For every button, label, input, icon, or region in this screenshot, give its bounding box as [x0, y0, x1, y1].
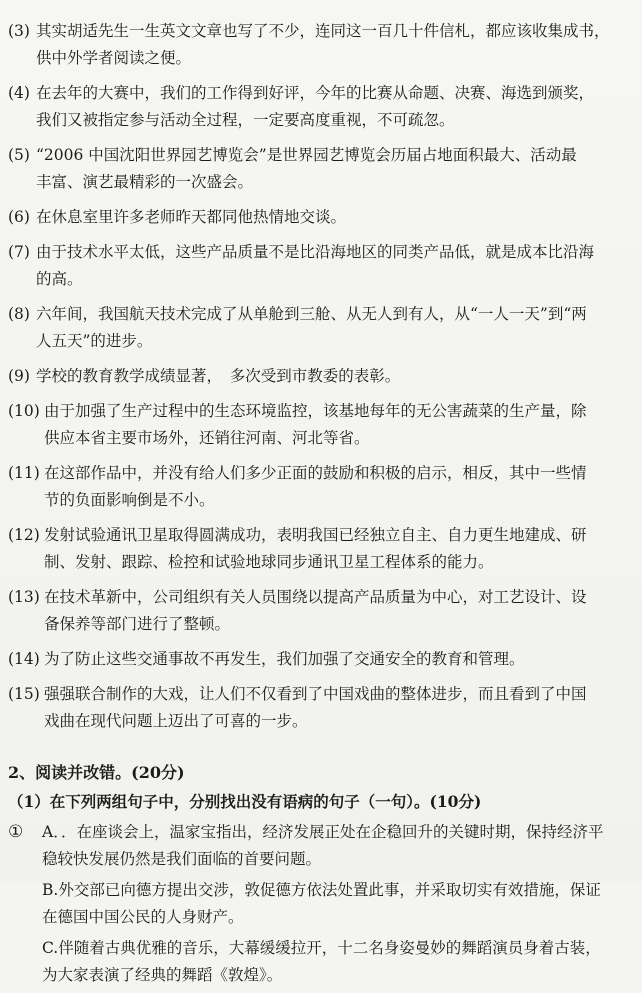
item-line: 供中外学者阅读之便。	[36, 49, 192, 67]
option-line: 为大家表演了经典的舞蹈《敦煌》。	[42, 966, 283, 984]
item-line: 我们又被指定参与活动全过程，一定要高度重视，不可疏忽。	[36, 111, 455, 129]
item-line: 节的负面影响倒是不小。	[44, 491, 215, 509]
option-line: 在德国中国公民的人身财产。	[42, 908, 244, 926]
item-line: 其实胡适先生一生英文文章也写了不少，连同这一百几十件信札，都应该收集成书，	[36, 22, 610, 40]
item-number: (3)	[8, 22, 30, 40]
item-line: 在去年的大赛中，我们的工作得到好评，今年的比赛从命题、决赛、海选到颁奖，	[36, 84, 595, 102]
question-group-1	[8, 819, 636, 989]
sentence-item-14	[8, 646, 636, 673]
item-line: 戏曲在现代问题上迈出了可喜的一步。	[44, 712, 308, 730]
circled-number: ①	[8, 822, 24, 842]
sentence-item-13	[8, 584, 636, 638]
item-line: 发射试验通讯卫星取得圆满成功，表明我国已经独立自主、自力更生地建成、研	[44, 526, 587, 544]
sentence-item-8	[8, 301, 636, 355]
subsection-1-title: （1）在下列两组句子中，分别找出没有语病的句子（一句）。(10分)	[8, 792, 482, 811]
item-line: 在休息室里许多老师昨天都同他热情地交谈。	[36, 208, 347, 226]
item-number: (15)	[8, 685, 40, 703]
item-number: (12)	[8, 526, 40, 544]
item-number: (5)	[8, 146, 30, 164]
option-line: 稳较快发展仍然是我们面临的首要问题。	[42, 850, 322, 868]
item-number: (6)	[8, 208, 30, 226]
sentence-item-12	[8, 522, 636, 576]
item-line: 人五天”的进步。	[36, 332, 153, 350]
item-number: (11)	[8, 464, 40, 482]
item-line: 六年间，我国航天技术完成了从单舱到三舱、从无人到有人，从“一人一天”到“两	[36, 305, 587, 323]
section-2-title: 2、阅读并改错。(20分)	[8, 763, 185, 782]
item-number: (10)	[8, 402, 40, 420]
option-line: A．．在座谈会上，温家宝指出，经济发展正处在企稳回升的关键时期，保持经济平	[42, 823, 604, 841]
item-number: (14)	[8, 650, 40, 668]
sentence-item-5	[8, 142, 636, 196]
option-a	[42, 819, 636, 873]
item-line: “2006 中国沈阳世界园艺博览会”是世界园艺博览会历届占地面积最大、活动最	[36, 146, 577, 164]
item-number: (13)	[8, 588, 40, 606]
sentence-item-7	[8, 239, 636, 293]
sentence-item-15	[8, 681, 636, 735]
item-line: 供应本省主要市场外，还销往河南、河北等省。	[44, 429, 370, 447]
item-line: 由于技术水平太低，这些产品质量不是比沿海地区的同类产品低，就是成本比沿海	[36, 243, 595, 261]
item-line: 学校的教育教学成绩显著， 多次受到市教委的表彰。	[36, 367, 401, 385]
item-number: (7)	[8, 243, 30, 261]
item-number: (9)	[8, 367, 30, 385]
document-content	[8, 18, 636, 993]
option-line: B.外交部已向德方提出交涉，敦促德方依法处置此事，并采取切实有效措施，保证	[42, 881, 601, 899]
sentence-item-10	[8, 398, 636, 452]
item-number: (8)	[8, 305, 30, 323]
option-c	[42, 935, 636, 989]
item-line: 丰富、演艺最精彩的一次盛会。	[36, 173, 254, 191]
sentence-item-3	[8, 18, 636, 72]
sentence-item-9	[8, 363, 636, 390]
item-number: (4)	[8, 84, 30, 102]
item-line: 在技术革新中，公司组织有关人员围绕以提高产品质量为中心，对工艺设计、设	[44, 588, 587, 606]
item-line: 由于加强了生产过程中的生态环境监控，该基地每年的无公害蔬菜的生产量，除	[44, 402, 587, 420]
item-line: 制、发射、跟踪、检控和试验地球同步通讯卫星工程体系的能力。	[44, 553, 494, 571]
item-line: 强强联合制作的大戏，让人们不仅看到了中国戏曲的整体进步，而且看到了中国	[44, 685, 587, 703]
sentence-item-11	[8, 460, 636, 514]
item-line: 为了防止这些交通事故不再发生，我们加强了交通安全的教育和管理。	[44, 650, 525, 668]
sentence-item-6	[8, 204, 636, 231]
item-line: 的高。	[36, 270, 83, 288]
item-line: 在这部作品中，并没有给人们多少正面的鼓励和积极的启示，相反，其中一些情	[44, 464, 587, 482]
option-line: C.伴随着古典优雅的音乐，大幕缓缓拉开，十二名身姿曼妙的舞蹈演员身着古装，	[42, 939, 601, 957]
option-b	[42, 877, 636, 931]
sentence-item-4	[8, 80, 636, 134]
item-line: 备保养等部门进行了整顿。	[44, 615, 231, 633]
